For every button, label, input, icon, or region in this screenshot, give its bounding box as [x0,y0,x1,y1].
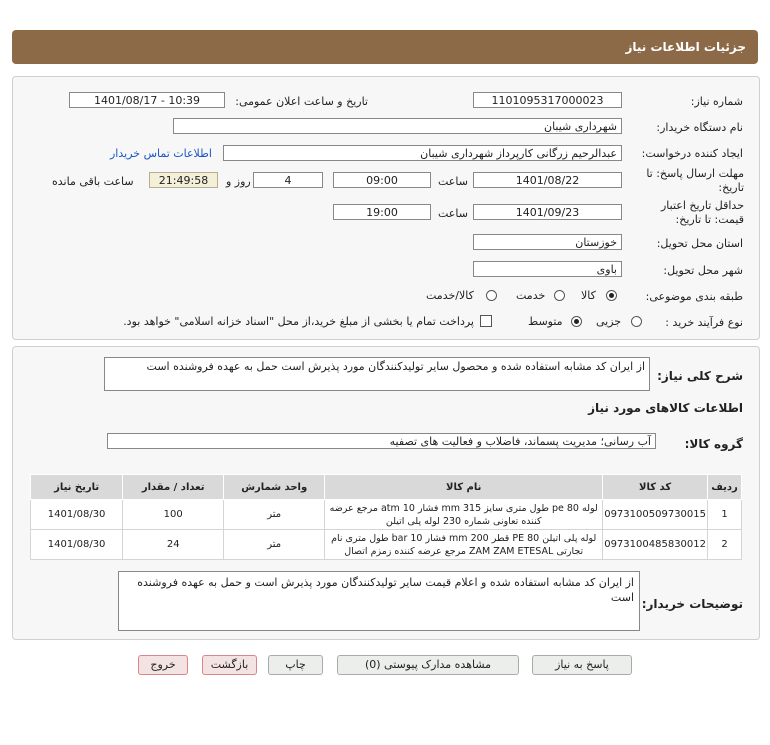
city-label: شهر محل تحویل: [663,264,743,277]
cell-name: لوله پلی اتیلن PE 80 قطر 200 mm فشار 10 bar طول متری نام تجارتی ZAM ZAM ETESAL مرجع عرضه کننده زمزم اتصال [325,530,603,560]
page-header [12,30,758,64]
response-date-field[interactable]: 1401/08/22 [473,172,622,188]
general-desc-label: شرح کلی نیاز: [657,369,743,383]
col-header-code: کد کالا [603,475,708,500]
cell-qty: 24 [123,530,224,560]
treasury-payment-checkbox[interactable] [480,315,492,327]
cell-unit: متر [224,530,325,560]
contact-info-link[interactable]: اطلاعات تماس خریدار [110,147,212,160]
process-minor-label: جزیی [596,315,622,328]
validity-time-field[interactable]: 19:00 [333,204,431,220]
city-field[interactable]: باوی [473,261,622,277]
buyer-org-label: نام دستگاه خریدار: [656,121,743,134]
goods-group-field: آب رسانی؛ مدیریت پسماند، فاضلاب و فعالیت های تصفیه [107,433,656,449]
buyer-notes-label: توضیحات خریدار: [641,597,743,611]
table-row [31,530,742,560]
cell-qty: 100 [123,500,224,530]
requester-field[interactable]: عبدالرحیم زرگانی کارپرداز شهرداری شیبان [223,145,622,161]
category-goods-service-label: کالا/خدمت [426,289,474,302]
announce-datetime-field[interactable]: 1401/08/17 - 10:39 [69,92,225,108]
remaining-time-field: 21:49:58 [149,172,218,188]
category-label: طبقه بندی موضوعی: [645,290,743,303]
days-label: روز و [226,175,251,188]
reply-button[interactable]: پاسخ به نیاز [532,655,632,675]
response-time-label: ساعت [438,175,468,188]
province-label: استان محل تحویل: [656,237,743,250]
goods-info-title: اطلاعات کالاهای مورد نیاز [588,401,743,415]
cell-date: 1401/08/30 [31,500,123,530]
province-field[interactable]: خوزستان [473,234,622,250]
process-medium-radio[interactable] [571,316,582,327]
need-number-label: شماره نیاز: [690,95,743,108]
cell-unit: متر [224,500,325,530]
response-deadline-label: مهلت ارسال پاسخ: تا تاریخ: [646,167,744,194]
cell-index: 1 [708,500,742,530]
response-time-field[interactable]: 09:00 [333,172,431,188]
table-row [31,500,742,530]
category-service-label: خدمت [516,289,546,302]
cell-code: 0973100509730015 [603,500,708,530]
requester-label: ایجاد کننده درخواست: [641,147,743,160]
general-desc-field: از ایران کد مشابه استفاده شده و محصول سایر تولیدکنندگان مورد پذیرش است حمل به عهده فروشنده است [104,357,650,391]
validity-time-label: ساعت [438,207,468,220]
cell-code: 0973100485830012 [603,530,708,560]
attachments-button[interactable]: مشاهده مدارک پیوستی (0) [337,655,519,675]
buyer-notes-field: از ایران کد مشابه استفاده شده و اعلام قیمت سایر تولیدکنندگان مورد پذیرش است و حمل به عهده فروشنده است [118,571,640,631]
col-header-qty: تعداد / مقدار [123,475,224,500]
cell-name: لوله pe 80 طول متری سایز 315 mm فشار 10 atm مرجع عرضه کننده تعاونی شماره 230 لوله پلی اتیلن [325,500,603,530]
category-goods-label: کالا [581,289,596,302]
category-service-radio[interactable] [554,290,565,301]
col-header-unit: واحد شمارش [224,475,325,500]
need-number-field[interactable]: 1101095317000023 [473,92,622,108]
page-title: جزئیات اطلاعات نیاز [625,40,746,54]
col-header-date: تاریخ نیاز [31,475,123,500]
back-button[interactable]: بازگشت [202,655,257,675]
goods-group-label: گروه کالا: [684,437,743,451]
col-header-name: نام کالا [325,475,603,500]
min-validity-label: حداقل تاریخ اعتبار قیمت: تا تاریخ: [660,199,744,226]
exit-button[interactable]: خروج [138,655,188,675]
validity-date-field[interactable]: 1401/09/23 [473,204,622,220]
process-minor-radio[interactable] [631,316,642,327]
remaining-label: ساعت باقی مانده [52,175,134,188]
cell-index: 2 [708,530,742,560]
col-header-index: ردیف [708,475,742,500]
category-goods-service-radio[interactable] [486,290,497,301]
treasury-payment-note: پرداخت تمام یا بخشی از مبلغ خرید،از محل "اسناد خزانه اسلامی" خواهد بود. [123,315,474,328]
days-field[interactable]: 4 [253,172,323,188]
announce-datetime-label: تاریخ و ساعت اعلان عمومی: [235,95,368,108]
goods-table [30,474,742,560]
purchase-process-label: نوع فرآیند خرید : [665,316,743,329]
process-medium-label: متوسط [528,315,563,328]
print-button[interactable]: چاپ [268,655,323,675]
table-header-row [31,475,742,500]
category-goods-radio[interactable] [606,290,617,301]
cell-date: 1401/08/30 [31,530,123,560]
buyer-org-field[interactable]: شهرداری شیبان [173,118,622,134]
